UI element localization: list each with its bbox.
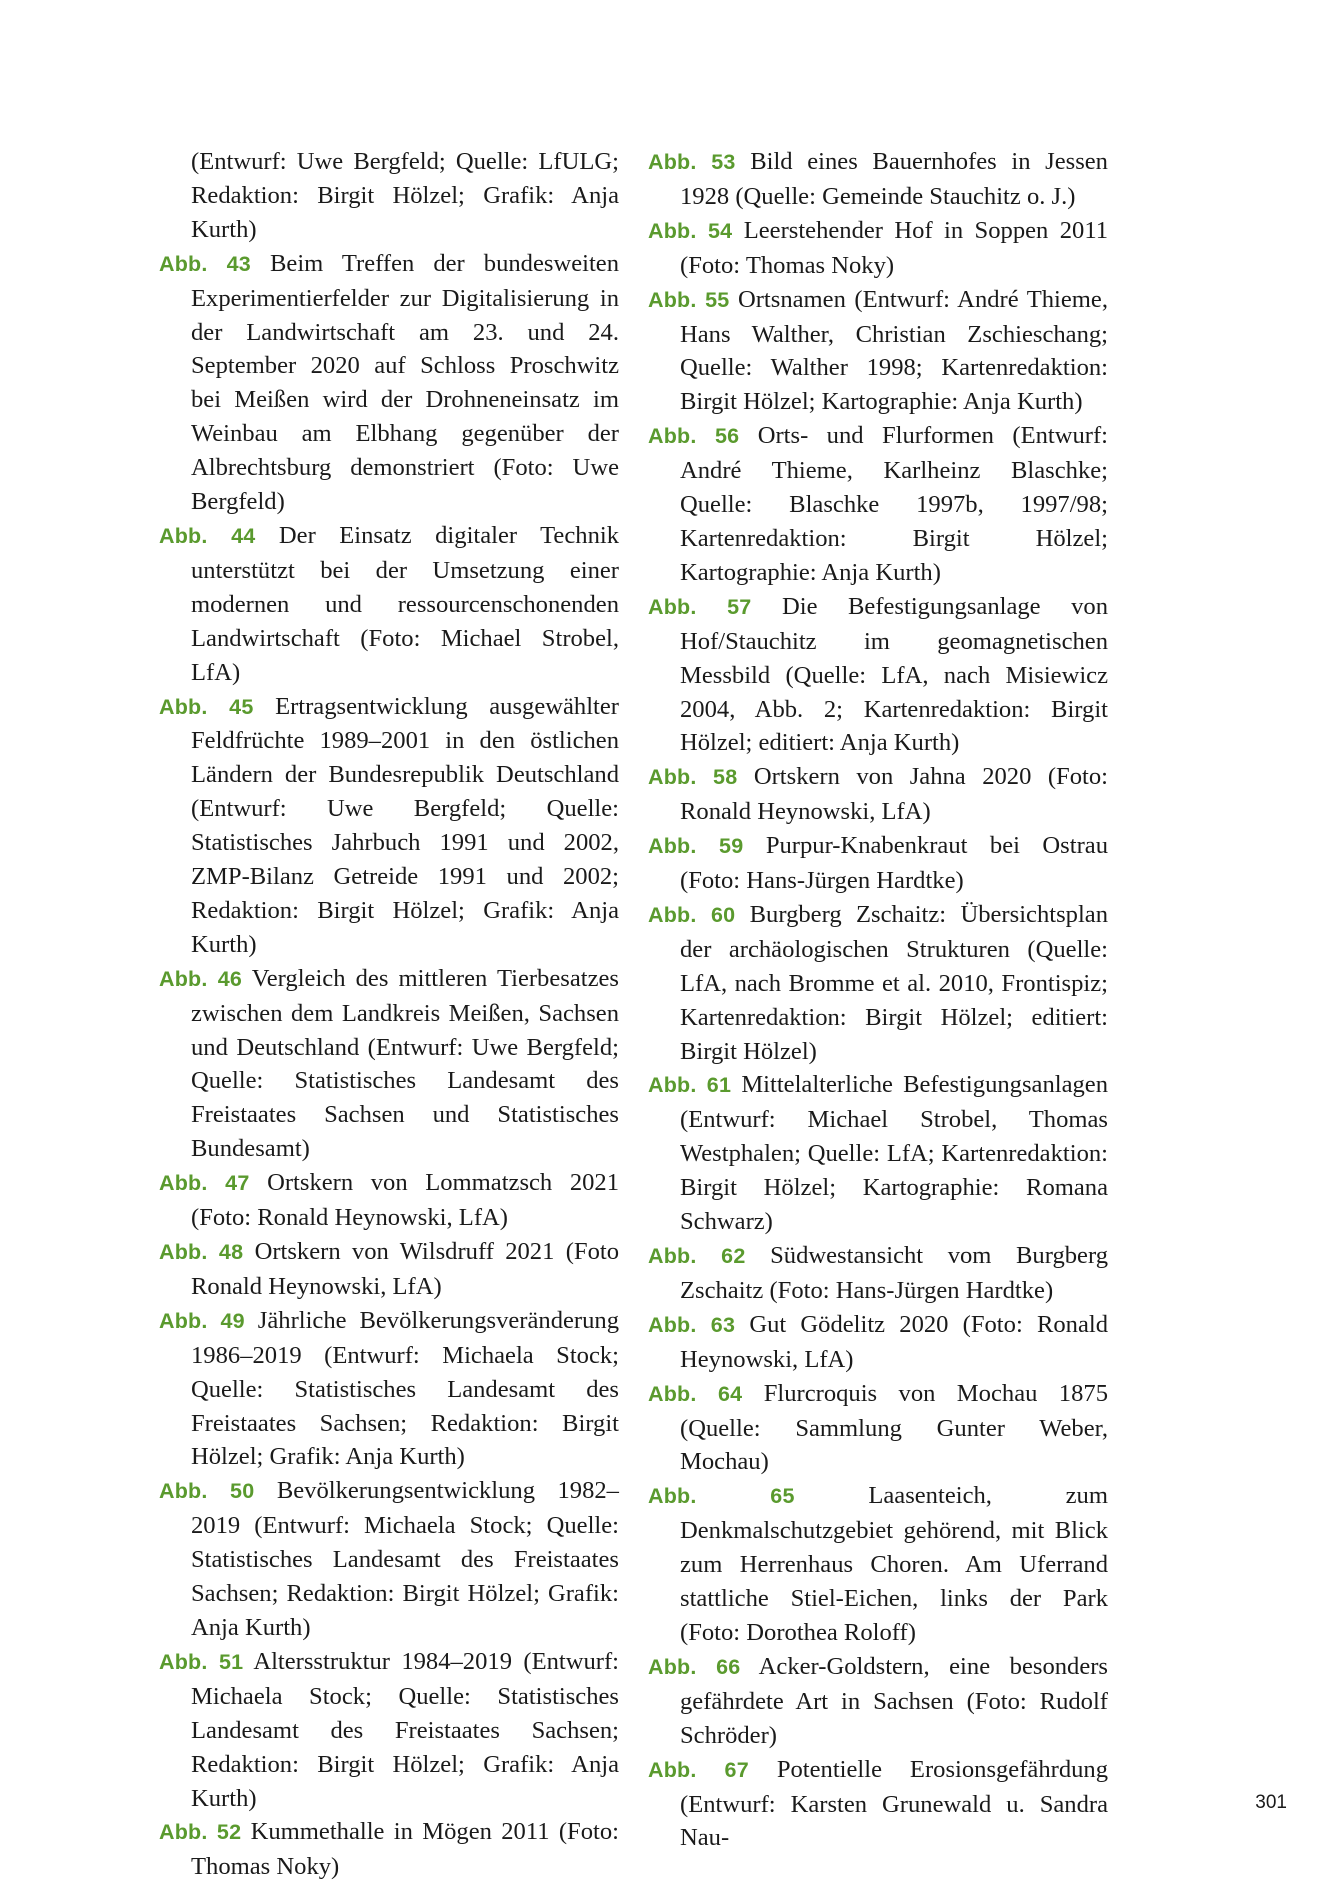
caption-entry bbox=[648, 898, 1108, 1069]
figure-label: Abb. 61 bbox=[648, 1073, 732, 1098]
caption-entry bbox=[159, 1645, 619, 1816]
caption-entry bbox=[159, 1304, 619, 1475]
figure-label: Abb. 46 bbox=[159, 966, 243, 991]
figure-label: Abb. 48 bbox=[159, 1240, 244, 1264]
caption-entry bbox=[159, 1815, 619, 1884]
caption-text: Burgberg Zschaitz: Übersichtsplan der archäologischen Strukturen (Quelle: LfA, nach Bromme et al. 2010, Frontispiz; Kartenredaktion: Birgit Hölzel; editiert: Birgit Hölzel) bbox=[680, 900, 1108, 1065]
figure-label: Abb. 62 bbox=[648, 1244, 746, 1268]
caption-text: Südwestansicht vom Burgberg Zschaitz (Foto: Hans-Jürgen Hardtke) bbox=[680, 1242, 1108, 1304]
figure-label: Abb. 57 bbox=[648, 594, 752, 619]
caption-entry bbox=[648, 760, 1108, 829]
caption-entry bbox=[648, 1650, 1108, 1753]
caption-entry bbox=[159, 1235, 619, 1304]
caption-text: Die Befestigungsanlage von Hof/Stauchitz im geomagnetischen Messbild (Quelle: LfA, nach Misiewicz 2004, Abb. 2; Kartenredaktion: Birgit Hölzel; editiert: Anja Kurth) bbox=[680, 592, 1109, 757]
caption-entry bbox=[648, 1239, 1108, 1308]
caption-text: Laasenteich, zum Denkmalschutzgebiet gehörend, mit Blick zum Herrenhaus Choren. Am Uferrand stattliche Stiel-Eichen, links der Park (Foto: Dorothea Roloff) bbox=[680, 1482, 1108, 1646]
figure-label: Abb. 50 bbox=[159, 1479, 255, 1504]
caption-text: Ortskern von Wilsdruff 2021 (Foto Ronald Heynowski, LfA) bbox=[191, 1238, 619, 1300]
caption-text: Mittelalterliche Befestigungsanlagen (Entwurf: Michael Strobel, Thomas Westphalen; Quelle: LfA; Kartenredaktion: Birgit Hölzel; Kartographie: Romana Schwarz) bbox=[680, 1071, 1108, 1236]
caption-text: (Entwurf: Uwe Bergfeld; Quelle: LfULG; Redaktion: Birgit Hölzel; Grafik: Anja Kurth) bbox=[191, 148, 619, 243]
figure-label: Abb. 67 bbox=[648, 1757, 749, 1782]
figure-label: Abb. 64 bbox=[648, 1381, 743, 1406]
caption-entry bbox=[648, 419, 1108, 590]
figure-label: Abb. 51 bbox=[159, 1649, 244, 1674]
figure-label: Abb. 55 bbox=[648, 287, 730, 312]
caption-text: Leerstehender Hof in Soppen 2011 (Foto: Thomas Noky) bbox=[680, 216, 1109, 279]
caption-text: Acker-Goldstern, eine besonders gefährdete Art in Sachsen (Foto: Rudolf Schröder) bbox=[680, 1652, 1109, 1749]
caption-entry bbox=[159, 1166, 619, 1235]
figure-label: Abb. 52 bbox=[159, 1820, 242, 1845]
caption-entry bbox=[648, 1479, 1108, 1650]
caption-text: Beim Treffen der bundesweiten Experimentierfelder zur Digitalisierung in der Landwirtschaft am 23. und 24. September 2020 auf Schloss Proschwitz bei Meißen wird der Drohneneinsatz im Weinbau am Elbhang gegenüber der Albrechtsburg demonstriert (Foto: Uwe Bergfeld) bbox=[191, 249, 619, 516]
caption-text: Kummethalle in Mögen 2011 (Foto: Thomas Noky) bbox=[191, 1818, 619, 1881]
caption-text: Gut Gödelitz 2020 (Foto: Ronald Heynowski, LfA) bbox=[680, 1310, 1109, 1373]
caption-text: Bild eines Bauernhofes in Jessen 1928 (Quelle: Gemeinde Stauchitz o. J.) bbox=[680, 148, 1108, 210]
figure-label: Abb. 65 bbox=[648, 1484, 795, 1509]
caption-entry bbox=[648, 829, 1108, 898]
caption-text: Orts- und Flurformen (Entwurf: André Thieme, Karlheinz Blaschke; Quelle: Blaschke 1997b, 1997/98; Kartenredaktion: Birgit Hölzel; Kartographie: Anja Kurth) bbox=[680, 422, 1108, 586]
caption-text: Ortsnamen (Entwurf: André Thieme, Hans Walther, Christian Zschieschang; Quelle: Walther 1998; Kartenredaktion: Birgit Hölzel; Kartographie: Anja Kurth) bbox=[680, 285, 1108, 416]
caption-text: Bevölkerungsentwicklung 1982–2019 (Entwurf: Michaela Stock; Quelle: Statistisches Landesamt des Freistaates Sachsen; Redaktion: Birgit Hölzel; Grafik: Anja Kurth) bbox=[191, 1477, 619, 1641]
caption-entry bbox=[648, 1377, 1108, 1480]
caption-text: Vergleich des mittleren Tierbesatzes zwischen dem Landkreis Meißen, Sachsen und Deutschland (Entwurf: Uwe Bergfeld; Quelle: Statistisches Landesamt des Freistaates Sachsen und Statistisches Bundesamt) bbox=[191, 964, 619, 1163]
figure-label: Abb. 45 bbox=[159, 694, 254, 719]
caption-text: Der Einsatz digitaler Technik unterstützt bei der Umsetzung einer modernen und ressourcenschonenden Landwirtschaft (Foto: Michael Strobel, LfA) bbox=[191, 521, 619, 686]
caption-entry bbox=[648, 283, 1108, 420]
caption-text: Potentielle Erosionsgefährdung (Entwurf: Karsten Grunewald u. Sandra Nau- bbox=[680, 1755, 1109, 1852]
caption-entry bbox=[648, 1308, 1108, 1377]
figure-label: Abb. 63 bbox=[648, 1312, 736, 1337]
page-number: 301 bbox=[1255, 1792, 1287, 1813]
figure-label: Abb. 47 bbox=[159, 1171, 250, 1196]
figure-label: Abb. 59 bbox=[648, 834, 744, 859]
caption-entry bbox=[159, 519, 619, 690]
right-column bbox=[648, 145, 1108, 1855]
caption-text: Ortskern von Jahna 2020 (Foto: Ronald Heynowski, LfA) bbox=[680, 763, 1108, 826]
caption-text: Jährliche Bevölkerungsveränderung 1986–2019 (Entwurf: Michaela Stock; Quelle: Statistisches Landesamt des Freistaates Sachsen; Redaktion: Birgit Hölzel; Grafik: Anja Kurth) bbox=[191, 1306, 619, 1471]
figure-label: Abb. 49 bbox=[159, 1308, 245, 1333]
caption-text: Ertragsentwicklung ausgewählter Feldfrüchte 1989–2001 in den östlichen Ländern der Bundesrepublik Deutschland (Entwurf: Uwe Bergfeld; Quelle: Statistisches Jahrbuch 1991 und 2002, ZMP-Bilanz Getreide 1991 und 2002; Redaktion: Birgit Hölzel; Grafik: Anja Kurth) bbox=[191, 692, 619, 958]
caption-text: Ortskern von Lommatzsch 2021 (Foto: Ronald Heynowski, LfA) bbox=[191, 1169, 620, 1232]
figure-label: Abb. 54 bbox=[648, 218, 733, 243]
left-column bbox=[159, 145, 619, 1884]
caption-entry-continuation bbox=[159, 145, 619, 247]
figure-label: Abb. 66 bbox=[648, 1654, 741, 1679]
figure-label: Abb. 58 bbox=[648, 765, 738, 790]
caption-entry bbox=[648, 1753, 1108, 1856]
caption-entry bbox=[648, 1068, 1108, 1239]
figure-label: Abb. 43 bbox=[159, 251, 251, 276]
figure-label: Abb. 44 bbox=[159, 523, 256, 548]
caption-entry bbox=[159, 247, 619, 519]
figure-label: Abb. 60 bbox=[648, 902, 736, 927]
figure-label: Abb. 53 bbox=[648, 150, 736, 174]
caption-text: Purpur-Knabenkraut bei Ostrau (Foto: Hans-Jürgen Hardtke) bbox=[680, 832, 1108, 895]
caption-entry bbox=[159, 962, 619, 1166]
caption-entry bbox=[159, 690, 619, 962]
figure-label: Abb. 56 bbox=[648, 424, 740, 449]
caption-entry bbox=[648, 590, 1108, 761]
caption-entry bbox=[648, 145, 1108, 214]
caption-entry bbox=[159, 1474, 619, 1645]
caption-text: Flurcroquis von Mochau 1875 (Quelle: Sammlung Gunter Weber, Mochau) bbox=[680, 1379, 1108, 1476]
caption-text: Altersstruktur 1984–2019 (Entwurf: Michaela Stock; Quelle: Statistisches Landesamt des Freistaates Sachsen; Redaktion: Birgit Hölzel; Grafik: Anja Kurth) bbox=[191, 1647, 619, 1812]
caption-entry bbox=[648, 214, 1108, 283]
